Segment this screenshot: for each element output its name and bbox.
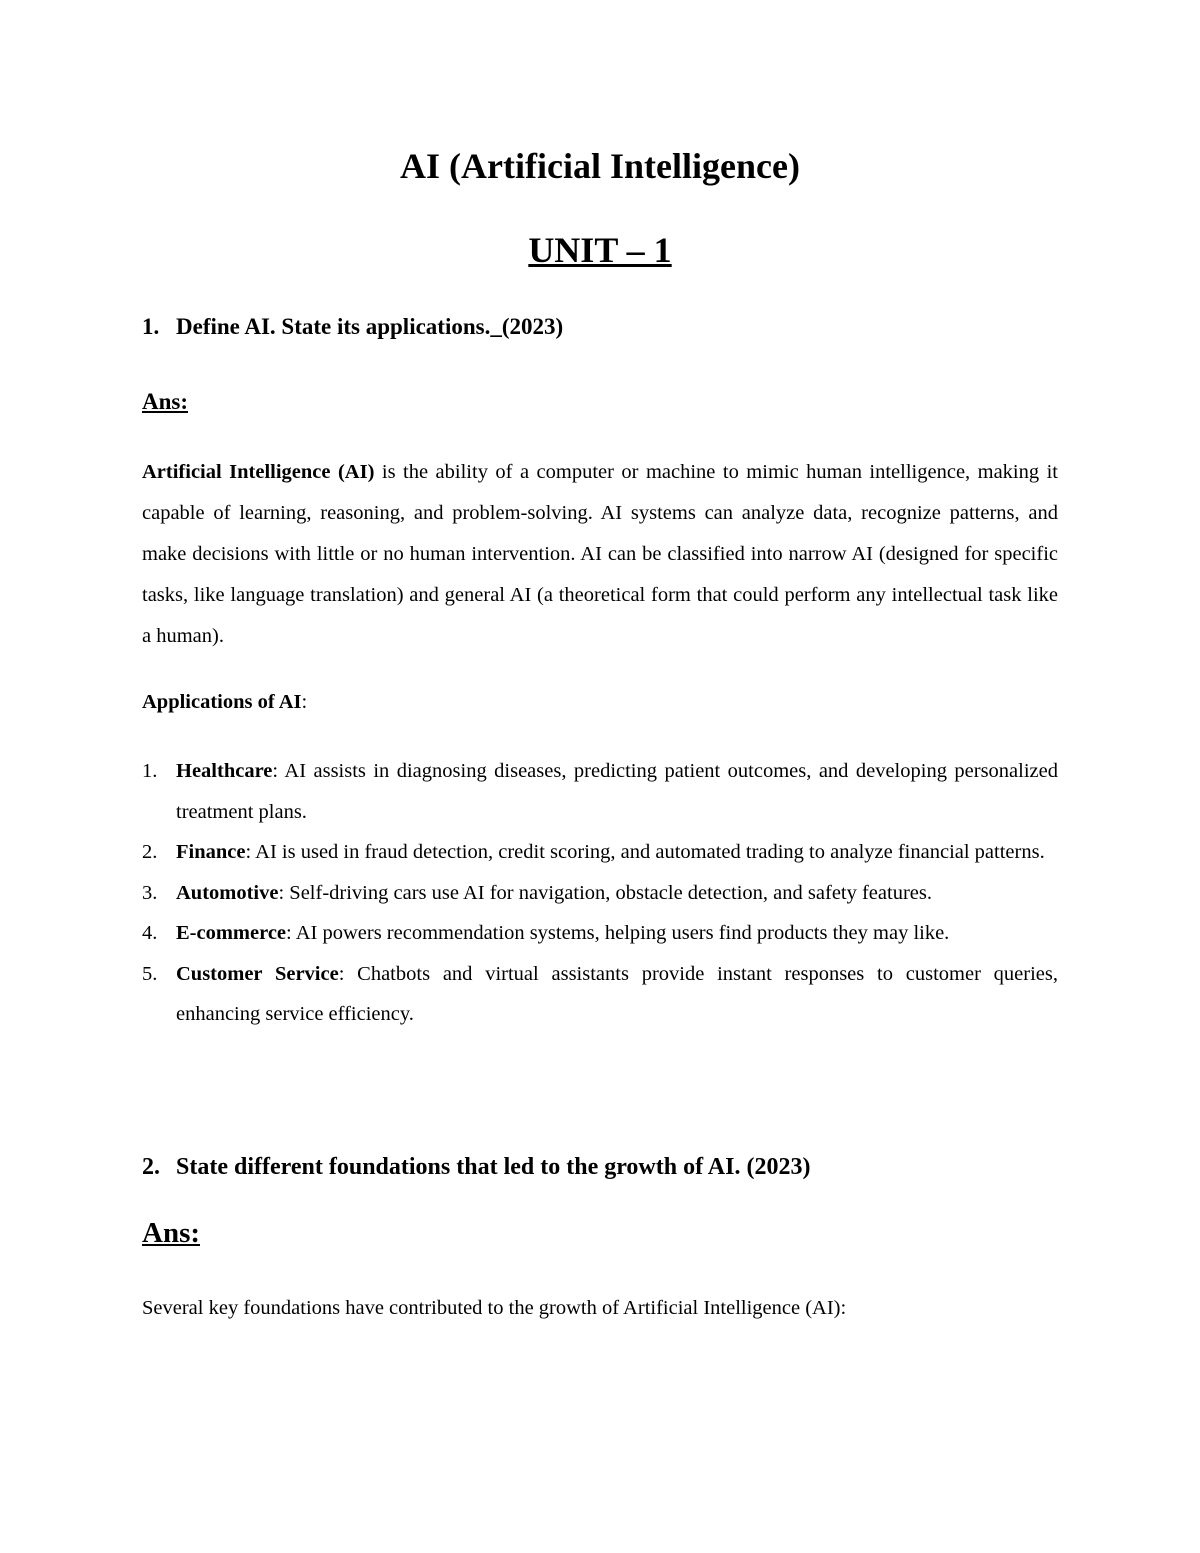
list-item bbox=[142, 954, 1058, 1035]
definition-term: Artificial Intelligence (AI) bbox=[142, 461, 375, 483]
list-item bbox=[142, 751, 1058, 832]
applications-heading-colon: : bbox=[301, 691, 308, 713]
question-1-heading bbox=[142, 312, 1062, 342]
list-item-index: 4. bbox=[142, 922, 158, 944]
list-item-term: Finance bbox=[176, 841, 246, 863]
list-item-text bbox=[176, 832, 1058, 873]
foundations-intro-paragraph: Several key foundations have contributed to the growth of Artificial Intelligence (AI): bbox=[142, 1297, 847, 1319]
list-item-text bbox=[176, 751, 1058, 832]
question-2-heading bbox=[142, 1152, 1062, 1182]
question-1-number: 1. bbox=[142, 314, 160, 339]
list-item bbox=[142, 832, 1058, 873]
question-2-number: 2. bbox=[142, 1154, 160, 1180]
question-1-text: Define AI. State its applications._(2023) bbox=[176, 314, 564, 339]
list-item-text bbox=[176, 873, 1058, 914]
list-item-index: 5. bbox=[142, 962, 158, 985]
unit-title: UNIT – 1 bbox=[528, 230, 672, 270]
list-item-term: Customer Service bbox=[176, 962, 339, 985]
list-item-term: Healthcare bbox=[176, 760, 273, 782]
list-item-text bbox=[176, 954, 1058, 1035]
list-item-index: 2. bbox=[142, 841, 158, 863]
list-item bbox=[142, 913, 1058, 954]
applications-heading bbox=[142, 686, 307, 718]
list-item-description: : AI assists in diagnosing diseases, predicting patient outcomes, and developing personalized treatment plans. bbox=[176, 760, 1058, 823]
ai-definition-paragraph bbox=[142, 452, 1058, 657]
answer-1-label: Ans: bbox=[142, 389, 189, 414]
list-item-index: 3. bbox=[142, 881, 158, 904]
list-item-description: : Self-driving cars use AI for navigation, obstacle detection, and safety features. bbox=[278, 881, 932, 904]
list-item-description: : AI is used in fraud detection, credit scoring, and automated trading to analyze financial patterns. bbox=[245, 841, 1045, 863]
list-item-description: : Chatbots and virtual assistants provide instant responses to customer queries, enhancing service efficiency. bbox=[176, 962, 1058, 1025]
list-item-text bbox=[176, 913, 1058, 954]
list-item-index: 1. bbox=[142, 760, 158, 782]
definition-text: is the ability of a computer or machine to mimic human intelligence, making it capable of learning, reasoning, and problem-solving. AI systems can analyze data, recognize patterns, and make decisions with little or no human intervention. AI can be classified into narrow AI (designed for specific tasks, like language translation) and general AI (a theoretical form that could perform any intellectual task like a human). bbox=[142, 461, 1058, 647]
applications-heading-text: Applications of AI bbox=[142, 691, 302, 713]
document-title: AI (Artificial Intelligence) bbox=[400, 146, 800, 186]
list-item-description: : AI powers recommendation systems, helping users find products they may like. bbox=[286, 922, 950, 944]
question-2-text: State different foundations that led to the growth of AI. (2023) bbox=[176, 1154, 811, 1180]
list-item bbox=[142, 873, 1058, 914]
list-item-term: E-commerce bbox=[176, 922, 287, 944]
list-item-term: Automotive bbox=[176, 881, 279, 904]
answer-2-label: Ans: bbox=[142, 1217, 201, 1249]
applications-list bbox=[142, 751, 1058, 1035]
